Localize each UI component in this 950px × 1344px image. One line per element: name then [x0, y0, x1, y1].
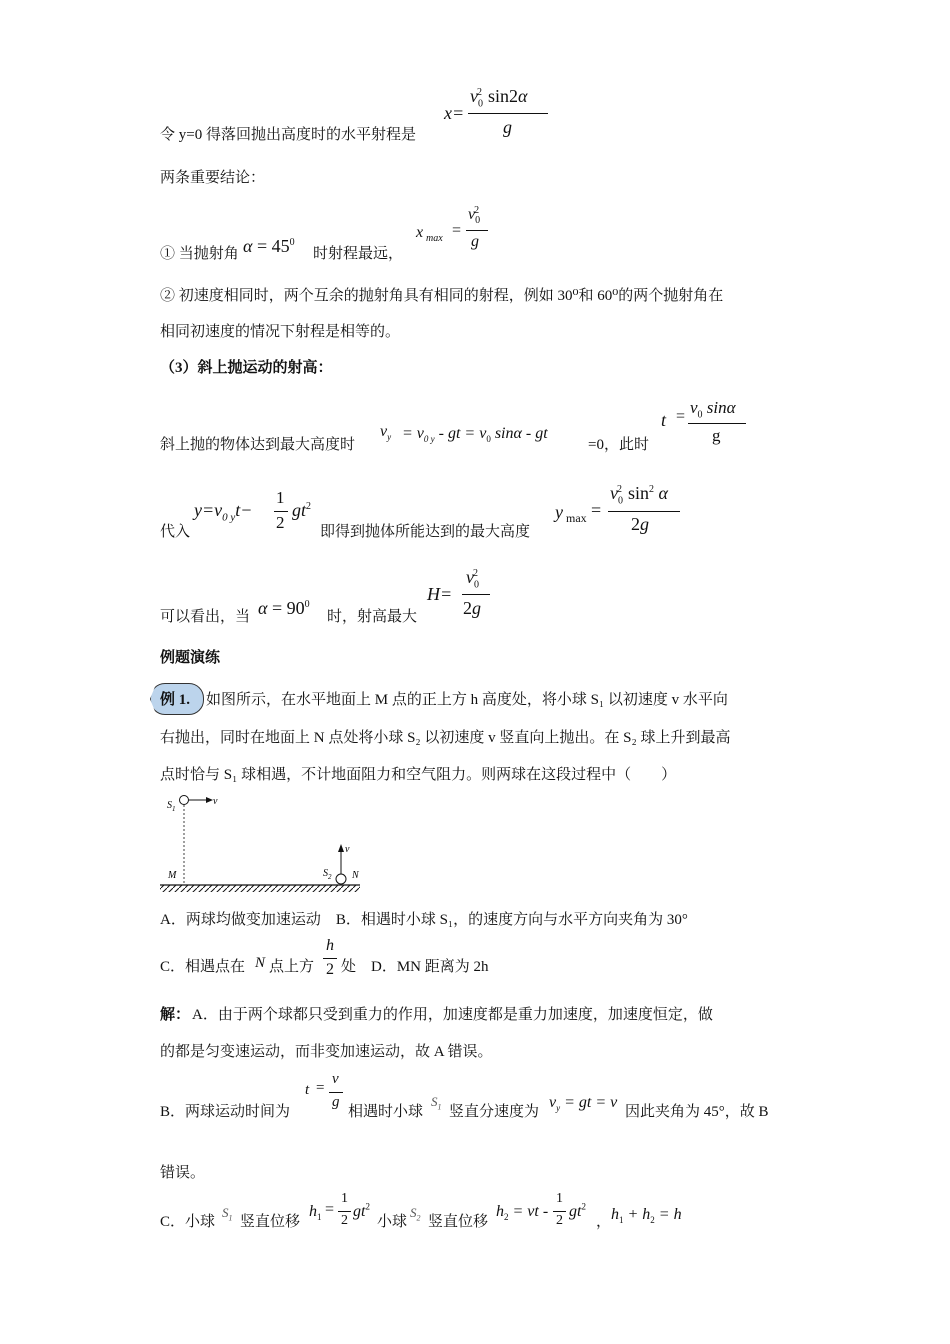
text-height-max: 时，射高最大 — [327, 609, 418, 625]
comma: ， — [596, 1214, 612, 1230]
conclusion-1-suffix: 时射程最远， — [313, 246, 404, 262]
example-badge-label: 例 1. — [160, 692, 191, 708]
example-line-1: 如图所示，在水平地面上 M 点的正上方 h 高度处，将小球 S₁ 以初速度 v 水平向 — [206, 692, 728, 708]
label-s1: $S_1$ — [167, 800, 176, 813]
solution-label: 解： — [160, 1007, 191, 1023]
label-n: N — [352, 870, 359, 881]
conclusion-2-line2: 相同初速度的情况下射程是相等的。 — [160, 324, 401, 340]
solution-b-mid: 相遇时小球 — [348, 1104, 424, 1120]
text-max-height-reach: 即得到抛体所能达到的最大高度 — [320, 524, 531, 540]
solution-a-line1: A．由于两个球都只受到重力的作用，加速度都是重力加速度，加速度恒定，做 — [192, 1007, 713, 1023]
solution-b-mid2: 竖直分速度为 — [449, 1104, 540, 1120]
text-equals-zero: =0，此时 — [588, 437, 649, 453]
solution-b-line2: 错误。 — [160, 1165, 206, 1181]
option-c-numerator: h — [326, 937, 334, 954]
ball-s2 — [336, 874, 346, 884]
text-substitute: 代入 — [160, 524, 191, 540]
angle-90: $\alpha = 90^0$ — [258, 598, 310, 618]
section-heading-height: （3）斜上抛运动的射高： — [160, 360, 333, 376]
solution-b-prefix: B．两球运动时间为 — [160, 1104, 291, 1120]
angle-45: $\alpha = 45^0$ — [243, 236, 295, 256]
conclusion-heading: 两条重要结论： — [160, 170, 266, 186]
label-s1-c: $S_1$ — [222, 1205, 233, 1223]
label-v2: v — [345, 844, 350, 855]
label-v1: v — [213, 796, 218, 807]
h-sum-equation: $h_1 + h_2 = h$ — [611, 1206, 682, 1226]
projectile-figure — [155, 786, 375, 896]
solution-c-prefix: C．小球 — [160, 1214, 216, 1230]
solution-b-post: 因此夹角为 45°，故 B — [625, 1104, 769, 1120]
label-s1-inline: $S_1$ — [431, 1094, 442, 1112]
ground-hatch — [160, 885, 360, 892]
solution-a-line2: 的都是匀变速运动，而非变加速运动，故 A 错误。 — [160, 1044, 493, 1060]
option-c-denominator: 2 — [326, 961, 334, 978]
example-line-2: 右抛出，同时在地面上 N 点处将小球 S₂ 以初速度 v 竖直向上抛出。在 S₂ 球上升到最高 — [160, 730, 731, 746]
ball-s1 — [180, 796, 189, 805]
solution-c-mid: 竖直位移 — [240, 1214, 301, 1230]
text-can-see: 可以看出，当 — [160, 609, 251, 625]
option-c-mid: 点上方 — [269, 959, 315, 975]
conclusion-1-prefix: ① 当抛射角 — [160, 246, 239, 262]
option-c-d: 处 D．MN 距离为 2h — [341, 959, 489, 975]
label-m: M — [168, 870, 177, 881]
text-range-intro: 令 y=0 得落回抛出高度时的水平射程是 — [160, 127, 416, 143]
solution-c-mid3: 竖直位移 — [428, 1214, 489, 1230]
label-s2: $S_2$ — [323, 868, 332, 881]
conclusion-2-line1: ② 初速度相同时，两个互余的抛射角具有相同的射程，例如 30⁰和 60⁰的两个抛射角在 — [160, 288, 724, 304]
vy-gt-v-equation: $v_y$ = gt = v — [549, 1094, 618, 1114]
option-c-n: N — [255, 955, 266, 971]
option-c-fraction-bar — [323, 958, 337, 959]
option-c-prefix: C．相遇点在 — [160, 959, 246, 975]
text-max-height-condition: 斜上抛的物体达到最大高度时 — [160, 437, 356, 453]
example-line-3: 点时恰与 S₁ 球相遇，不计地面阻力和空气阻力。则两球在这段过程中（ ） — [160, 767, 677, 783]
solution-c-mid2: 小球 — [377, 1214, 408, 1230]
options-a-b: A．两球均做变加速运动 B．相遇时小球 S₁，的速度方向与水平方向夹角为 30° — [160, 912, 688, 928]
label-s2-c: $S_2$ — [410, 1205, 421, 1223]
section-heading-examples: 例题演练 — [160, 650, 221, 666]
